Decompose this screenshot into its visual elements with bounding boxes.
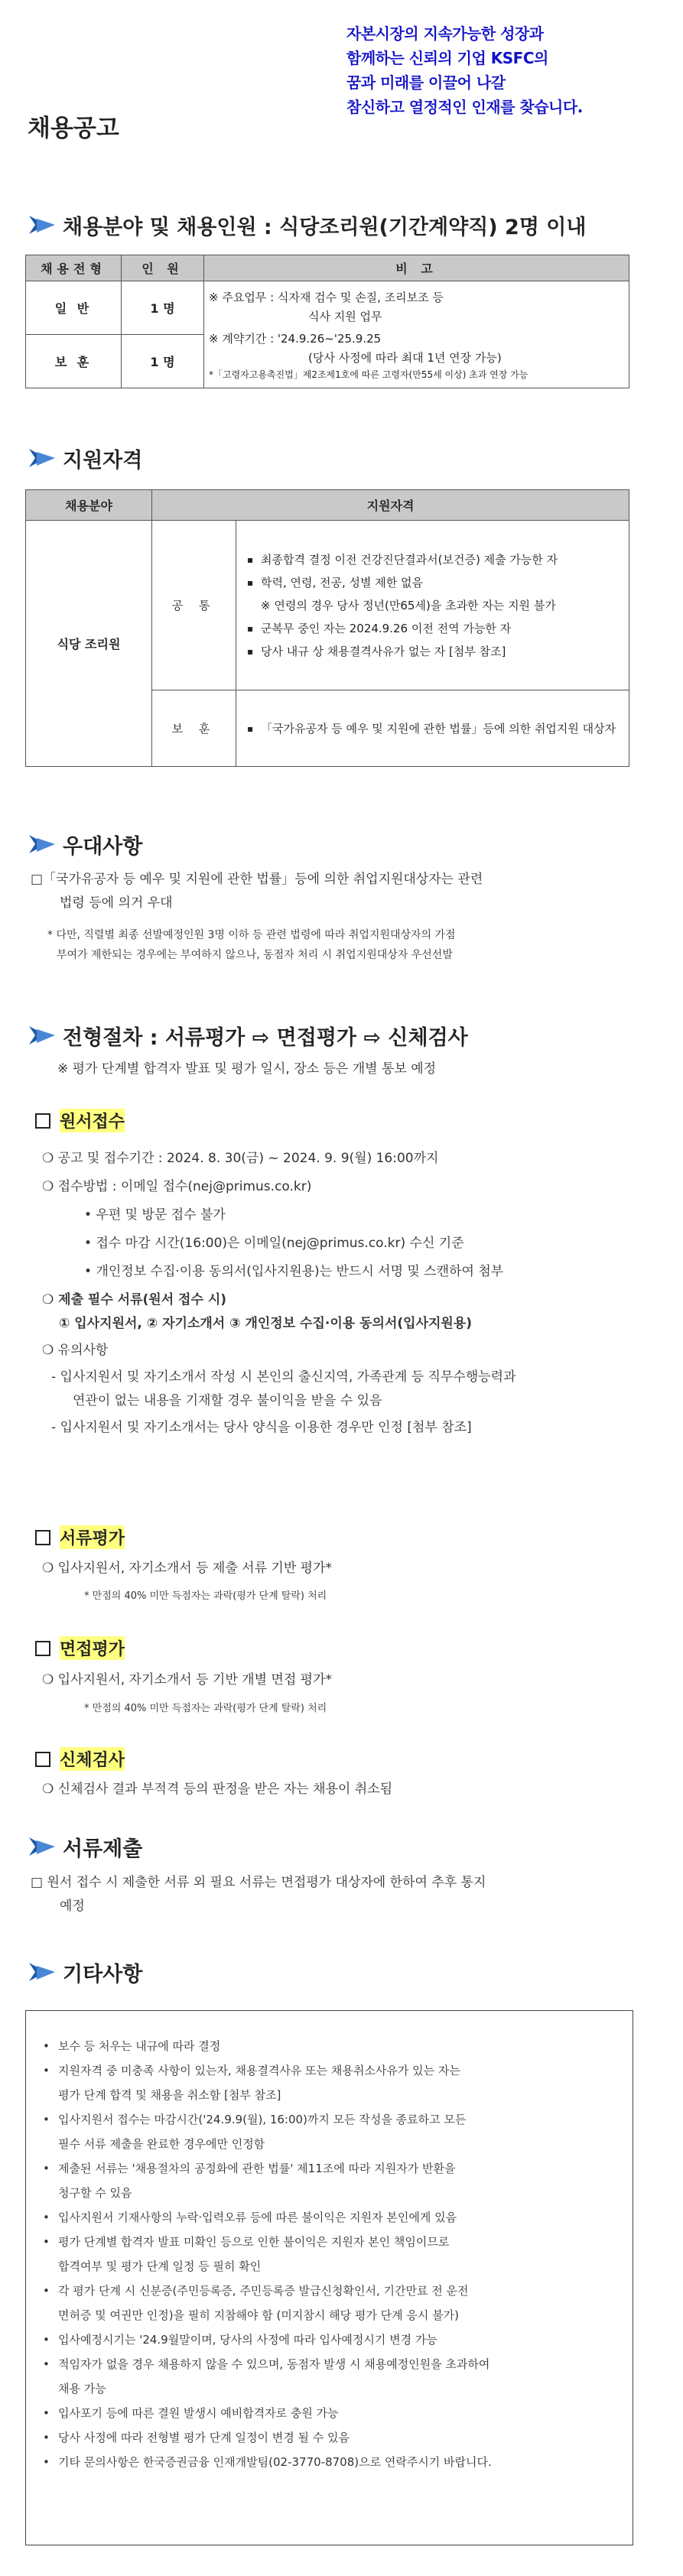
arrow-bullet-icon <box>28 214 57 237</box>
subsection-title: 신체검사 <box>60 1747 125 1771</box>
section-title: 채용분야 및 채용인원 : 식당조리원(기간계약직) 2명 이내 <box>63 216 587 239</box>
text-line: ❍ 공고 및 접수기간 : 2024. 8. 30(금) ~ 2024. 9. 9(월) 16:00까지 <box>42 1151 439 1166</box>
text-line: □ 원서 접수 시 제출한 서류 외 필요 서류는 면접평가 대상자에 한하여 추후 통지 <box>31 1875 486 1890</box>
arrow-bullet-icon <box>28 833 57 856</box>
doc-eval-note: * 만점의 40% 미만 득점자는 과락(평가 단계 탈락) 처리 <box>84 1590 327 1602</box>
table-cell-notes <box>204 281 629 388</box>
table-header: 비 고 <box>204 255 629 281</box>
list-item: • 제출된 서류는 '채용절차의 공정화에 관한 법률' 제11조에 따라 지원자가 반환을 <box>41 2156 622 2181</box>
text-line: □「국가유공자 등 예우 및 지원에 관한 법률」등에 의한 취업지원대상자는 관련 <box>31 872 483 887</box>
list-item: ※ 연령의 경우 당사 정년(만65세)을 초과한 자는 지원 불가 <box>261 598 556 612</box>
list-item: • 평가 단계별 합격자 발표 미확인 등으로 인한 불이익은 지원자 본인 책임이므로 <box>41 2230 622 2254</box>
text-line: 연관이 없는 내용을 기재할 경우 불이익을 받을 수 있음 <box>73 1393 382 1408</box>
subsection-apply <box>35 1109 125 1132</box>
section-heading-preference <box>28 830 142 859</box>
recruitment-table <box>25 255 629 388</box>
list-item: • 입사지원서 기재사항의 누락·입력오류 등에 따른 불이익은 지원자 본인에게 있음 <box>41 2205 622 2230</box>
preference-note <box>47 925 659 965</box>
list-item: • 보수 등 처우는 내규에 따라 결정 <box>41 2034 622 2058</box>
text-line: 법령 등에 의거 우대 <box>60 895 173 911</box>
section-title: 전형절차 : 서류평가 ⇨ 면접평가 ⇨ 신체검사 <box>63 1026 468 1050</box>
text-line: 부여가 제한되는 경우에는 부여하지 않으나, 동점자 처리 시 취업지원대상자 우선선발 <box>57 949 453 961</box>
page-title: 채용공고 <box>28 115 119 142</box>
list-item: ▪ 군복무 중인 자는 2024.9.26 이전 전역 가능한 자 <box>246 617 620 640</box>
table-cell: 보 훈 <box>152 690 236 767</box>
list-item: ▪ 최종합격 결정 이전 건강진단결과서(보건증) 제출 가능한 자 <box>246 548 620 571</box>
qualifications-table <box>25 489 629 767</box>
text-line: * 다만, 직렬별 최종 선발예정인원 3명 이하 등 관련 법령에 따라 취업지원대상자의 가점 <box>47 929 456 941</box>
list-item: ▪ 학력, 연령, 전공, 성별 제한 없음 <box>246 571 620 594</box>
section-heading-other <box>28 1957 142 1987</box>
subsection-doc-eval <box>35 1525 125 1549</box>
subsection-title: 면접평가 <box>60 1636 125 1660</box>
text-line: ① 입사지원서, ② 자기소개서 ③ 개인정보 수집·이용 동의서(입사지원용) <box>59 1316 473 1331</box>
text-line: 개인정보 수집·이용 동의서(입사지원용)는 반드시 서명 및 스캔하여 첨부 <box>96 1264 504 1279</box>
text-line: ❍ 제출 필수 서류(원서 접수 시) <box>42 1292 227 1307</box>
list-item: ▪ 당사 내규 상 채용결격사유가 없는 자 [첨부 참조] <box>246 640 620 663</box>
table-cell: 보 훈 <box>26 335 122 388</box>
section-title: 지원자격 <box>63 449 143 473</box>
table-cell-list <box>236 521 629 690</box>
section-heading-documents <box>28 1832 142 1862</box>
list-item: 필수 서류 제출을 완료한 경우에만 인정함 <box>58 2137 265 2151</box>
subsection-title: 원서접수 <box>60 1109 125 1132</box>
interview-line: ❍ 입사지원서, 자기소개서 등 기반 개별 면접 평가* <box>42 1672 332 1688</box>
section-heading-qualifications <box>28 443 142 473</box>
subsection-interview <box>35 1636 125 1660</box>
text-line: 접수 마감 시간(16:00)은 이메일(nej@primus.co.kr) 수신 기준 <box>96 1236 464 1251</box>
section-title: 우대사항 <box>63 835 143 859</box>
section-heading-process <box>28 1021 468 1051</box>
checkbox-icon <box>35 1641 50 1656</box>
slogan-line: 자본시장의 지속가능한 성장과 <box>346 24 544 43</box>
table-cell: 1 명 <box>122 335 204 388</box>
text-line: ❍ 유의사항 <box>42 1343 109 1358</box>
note-line: 식사 지원 업무 <box>308 309 382 323</box>
text-line: 우편 및 방문 접수 불가 <box>96 1207 226 1223</box>
text-line: 예정 <box>60 1899 85 1914</box>
note-line: *「고령자고용촉진법」제2조제1호에 따른 고령자(만55세 이상) 초과 연장 가능 <box>209 369 529 380</box>
list-item: • 기타 문의사항은 한국증권금융 인재개발팀(02-3770-8708)으로 연락주시기 바랍니다. <box>41 2450 622 2474</box>
note-line: (당사 사정에 따라 최대 1년 연장 가능) <box>308 350 502 365</box>
arrow-bullet-icon <box>28 1836 57 1859</box>
text-line: - 입사지원서 및 자기소개서는 당사 양식을 이용한 경우만 인정 [첨부 참조] <box>51 1420 472 1435</box>
table-cell-list <box>236 690 629 767</box>
list-item: • 입사포기 등에 따른 결원 발생시 예비합격자로 충원 가능 <box>41 2401 622 2425</box>
table-cell: 공 통 <box>152 521 236 690</box>
list-item: • 각 평가 단계 시 신분증(주민등록증, 주민등록증 발급신청확인서, 기간만료 전 운전 <box>41 2279 622 2303</box>
slogan <box>346 21 675 119</box>
note-line: ※ 계약기간 : '24.9.26~'25.9.25 <box>209 331 382 346</box>
arrow-bullet-icon <box>28 447 57 470</box>
list-item: • 입사예정시기는 '24.9월말이며, 당사의 사정에 따라 입사예정시기 변경 가능 <box>41 2327 622 2352</box>
text-line: ❍ 접수방법 : 이메일 접수(nej@primus.co.kr) <box>42 1179 312 1194</box>
interview-note: * 만점의 40% 미만 득점자는 과락(평가 단계 탈락) 처리 <box>84 1703 327 1714</box>
table-cell: 일 반 <box>26 281 122 335</box>
section-title: 서류제출 <box>63 1837 143 1861</box>
slogan-line: 함께하는 신뢰의 기업 KSFC의 <box>346 49 548 67</box>
checkbox-icon <box>35 1530 50 1545</box>
text-line: - 입사지원서 및 자기소개서 작성 시 본인의 출신지역, 가족관계 등 직무수행능력과 <box>51 1369 516 1385</box>
subsection-title: 서류평가 <box>60 1525 125 1549</box>
list-item: • 적임자가 없을 경우 채용하지 않을 수 있으며, 동점자 발생 시 채용예정인원을 초과하여 <box>41 2352 622 2376</box>
note-line: ※ 주요업무 : 식자재 검수 및 손질, 조리보조 등 <box>209 290 444 304</box>
list-item: 면허증 및 여권만 인정)을 필히 지참해야 함 (미지참시 해당 평가 단계 응시 불가) <box>58 2308 459 2322</box>
table-header: 인 원 <box>122 255 204 281</box>
arrow-bullet-icon <box>28 1961 57 1984</box>
table-cell: 식당 조리원 <box>26 521 152 767</box>
table-cell: 1 명 <box>122 281 204 335</box>
list-item: • 지원자격 중 미충족 사항이 있는자, 채용결격사유 또는 채용취소사유가 있는 자는 <box>41 2058 622 2083</box>
table-header: 채용전형 <box>26 255 122 281</box>
checkbox-icon <box>35 1752 50 1767</box>
list-item: 평가 단계 합격 및 채용을 취소함 [첨부 참조] <box>58 2088 281 2102</box>
checkbox-icon <box>35 1113 50 1129</box>
slogan-line: 참신하고 열정적인 인재를 찾습니다. <box>346 98 583 116</box>
list-item: • 입사지원서 접수는 마감시간('24.9.9(월), 16:00)까지 모든 작성을 종료하고 모든 <box>41 2107 622 2132</box>
table-header: 채용분야 <box>26 490 152 521</box>
arrow-bullet-icon <box>28 1025 57 1048</box>
process-note: ※ 평가 단계별 합격자 발표 및 평가 일시, 장소 등은 개별 통보 예정 <box>57 1061 437 1077</box>
other-notes-box <box>25 2010 633 2545</box>
list-item: 합격여부 및 평가 단계 일정 등 필히 확인 <box>58 2259 262 2273</box>
list-item: • 당사 사정에 따라 전형별 평가 단계 일정이 변경 될 수 있음 <box>41 2425 622 2450</box>
documents-text <box>31 1871 658 1918</box>
list-item: ▪ 「국가유공자 등 예우 및 지원에 관한 법률」등에 의한 취업지원 대상자 <box>246 717 620 740</box>
physical-line: ❍ 신체검사 결과 부적격 등의 판정을 받은 자는 채용이 취소됨 <box>42 1782 393 1797</box>
doc-eval-line: ❍ 입사지원서, 자기소개서 등 제출 서류 기반 평가* <box>42 1561 332 1576</box>
table-header: 지원자격 <box>152 490 629 521</box>
section-heading-recruitment <box>28 210 586 240</box>
slogan-line: 꿈과 미래를 이끌어 나갈 <box>346 73 506 92</box>
section-title: 기타사항 <box>63 1963 143 1986</box>
preference-text <box>31 868 658 915</box>
apply-details: ❍ 공고 및 접수기간 : 2024. 8. 30(금) ~ 2024. 9. 9(월) 16:00까지 ❍ 접수방법 : 이메일 접수(nej@primus.co.kr) • 우편 및 방문 접수 불가 • 접수 마감 시간(16:00)은 이메일(nej@primus.co.kr) 수신 기준 • 개인정보 수집·이용 동의서(입사지원용)는 반드시 서명 및 스캔하여 첨부 ❍ 제출 필수 서류(원서 접수 시) ① 입사지원서, ② 자기소개서 ③ 개인정보 수집·이용 동의서(입사지원용) ❍ 유의사항 - 입사지원서 및 자기소개서 작성 시 본인의 출신지역, 가족관계 등 직무수행능력과 연관이 없는 내용을 기재할 경우 불이익을 받을 수 있음 - 입사지원서 및 자기소개서는 당사 양식을 이용한 경우만 인정 [첨부 참조] <box>42 1147 669 1440</box>
list-item: 채용 가능 <box>58 2382 106 2396</box>
list-item: 청구할 수 있음 <box>58 2186 132 2200</box>
subsection-physical <box>35 1747 125 1771</box>
